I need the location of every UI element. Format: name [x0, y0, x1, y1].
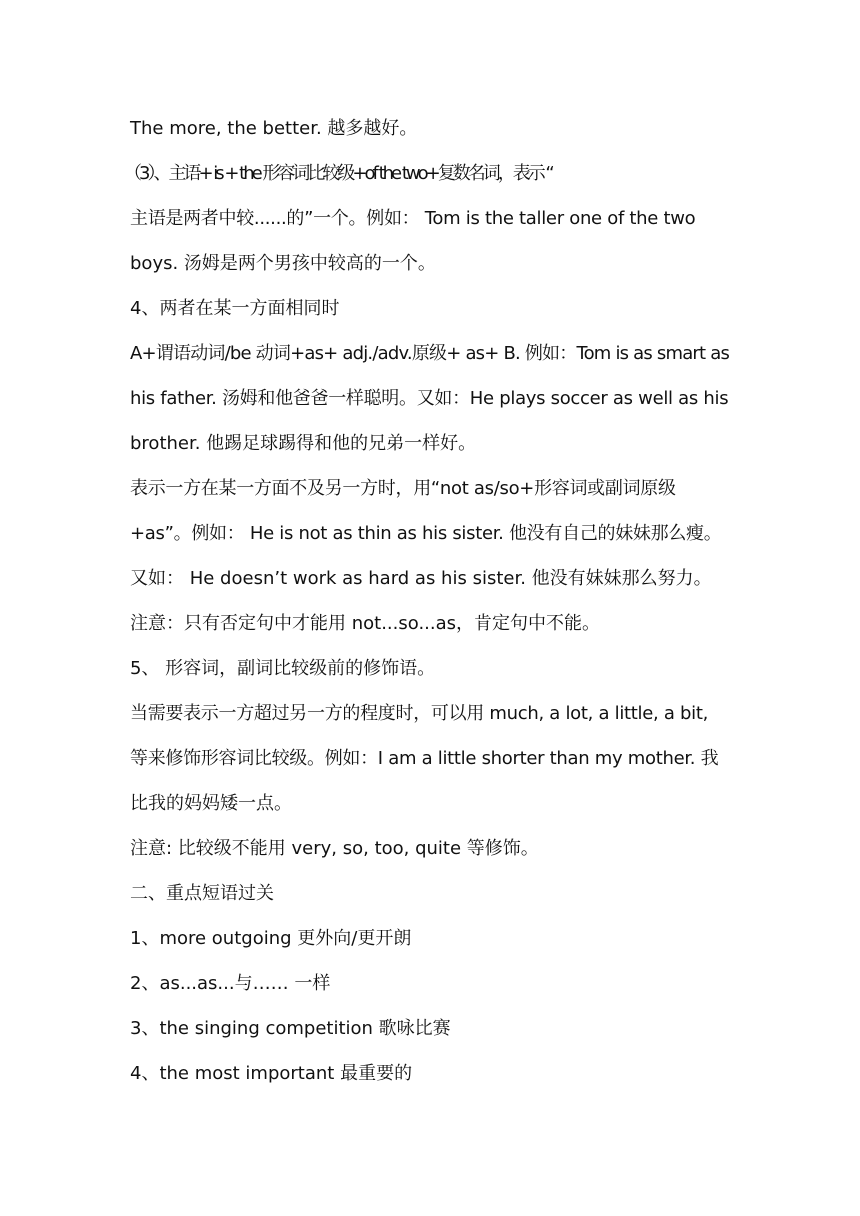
- phrase-item-1: 1、more outgoing 更外向/更开朗: [130, 928, 412, 949]
- text-line-4: boys. 汤姆是两个男孩中较高的一个。: [130, 253, 436, 274]
- document-page: [124, 106, 734, 1096]
- text-line-9: 表示一方在某一方面不及另一方时，用“not as/so+形容词或副词原级: [130, 478, 676, 499]
- note-line-1: 注意：只有否定句中才能用 not...so...as，肯定句中不能。: [130, 613, 601, 634]
- text-line-11: 又如： He doesn’t work as hard as his sister. 他没有妹妹那么努力。: [130, 568, 712, 589]
- phrase-item-3: 3、the singing competition 歌咏比赛: [130, 1018, 451, 1039]
- text-line-15: 等来修饰形容词比较级。例如：I am a little shorter than my mother. 我: [130, 748, 719, 769]
- phrase-item-2: 2、as...as...与…… 一样: [130, 973, 331, 994]
- section-heading-phrases: 二、重点短语过关: [130, 883, 274, 904]
- note-line-2: 注意: 比较级不能用 very, so, too, quite 等修饰。: [130, 838, 539, 859]
- section-heading-4: 4、两者在某一方面相同时: [130, 298, 340, 319]
- text-line-16: 比我的妈妈矮一点。: [130, 793, 292, 814]
- text-line-6: A+谓语动词/be 动词+as+ adj./adv.原级+ as+ B. 例如：Tom is as smart as: [130, 343, 730, 364]
- text-line-14: 当需要表示一方超过另一方的程度时，可以用 much, a lot, a little, a bit,: [130, 703, 709, 724]
- text-line-2: （3）、主语+ is + the 形容词比较级+of the two+复数名词，表示 “: [124, 163, 552, 184]
- phrase-item-4: 4、the most important 最重要的: [130, 1063, 413, 1084]
- section-heading-5: 5、 形容词，副词比较级前的修饰语。: [130, 658, 436, 679]
- text-line-1: The more, the better. 越多越好。: [130, 118, 418, 139]
- text-line-3: 主语是两者中较......的”一个。例如： Tom is the taller one of the two: [130, 208, 696, 229]
- text-line-8: brother. 他踢足球踢得和他的兄弟一样好。: [130, 433, 477, 454]
- text-line-10: +as”。例如： He is not as thin as his sister. 他没有自己的妹妹那么瘦。: [130, 523, 722, 544]
- text-line-7: his father. 汤姆和他爸爸一样聪明。又如：He plays soccer as well as his: [130, 388, 729, 409]
